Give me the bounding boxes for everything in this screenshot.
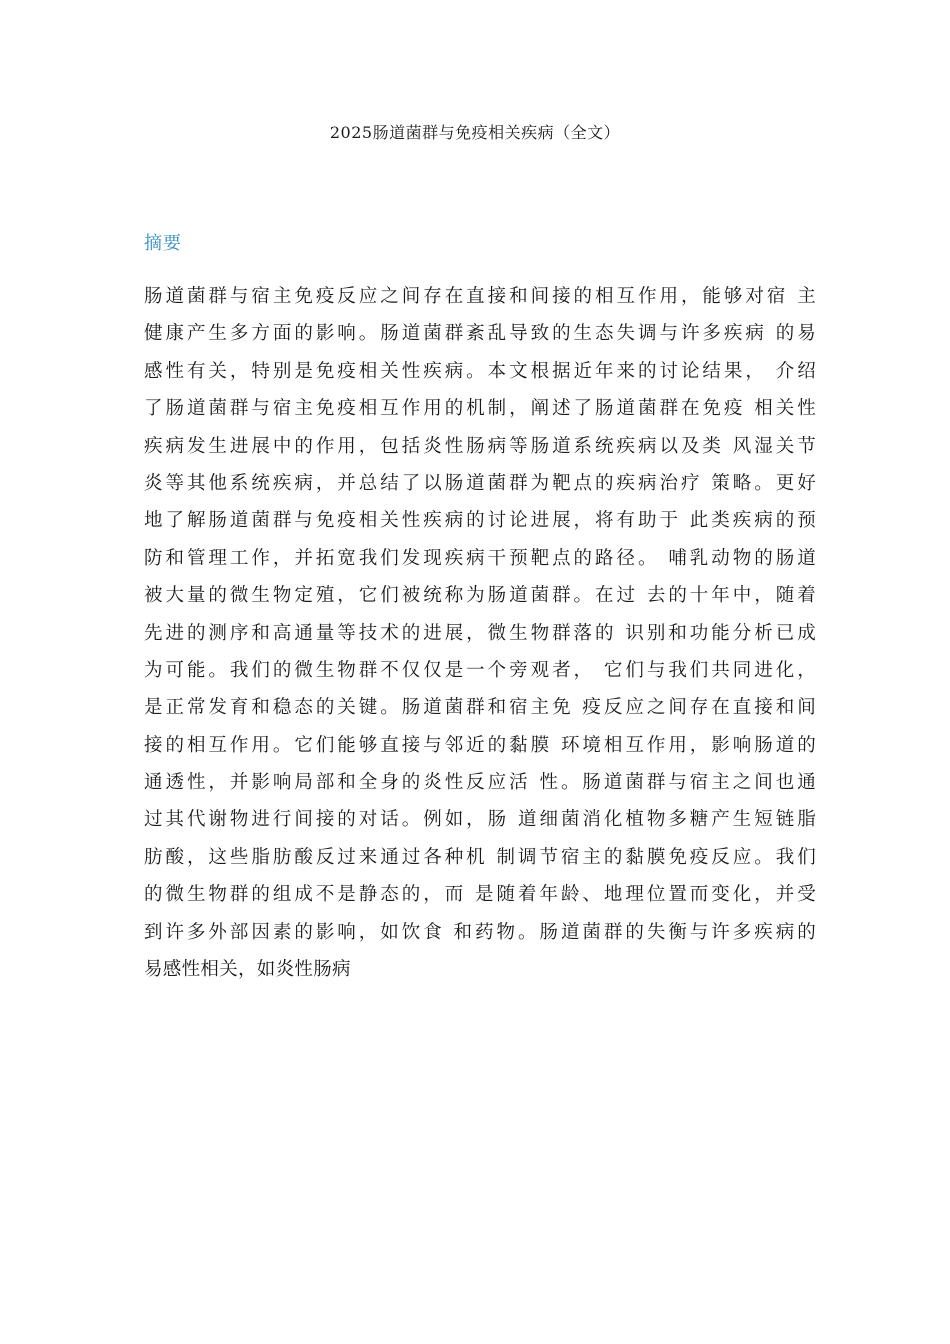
abstract-line: 健康产生多方面的影响。肠道菌群紊乱导致的生态失调与许多疾病 的易 bbox=[144, 323, 816, 345]
document-title: 2025肠道菌群与免疫相关疾病（全文） bbox=[329, 123, 621, 142]
abstract-line: 感性有关，特别是免疫相关性疾病。本文根据近年来的讨论结果， 介绍 bbox=[144, 360, 816, 382]
abstract-line: 过其代谢物进行间接的对话。例如，肠 道细菌消化植物多糖产生短链脂 bbox=[144, 809, 816, 831]
abstract-line: 是正常发育和稳态的关键。肠道菌群和宿主免 疫反应之间存在直接和间 bbox=[144, 697, 816, 719]
abstract-body bbox=[144, 278, 816, 988]
abstract-line: 被大量的微生物定殖，它们被统称为肠道菌群。在过 去的十年中，随着 bbox=[144, 585, 816, 607]
abstract-line: 到许多外部因素的影响，如饮食 和药物。肠道菌群的失衡与许多疾病的 bbox=[144, 921, 816, 943]
abstract-line: 先进的测序和高通量等技术的进展，微生物群落的 识别和功能分析已成 bbox=[144, 622, 816, 644]
abstract-line: 防和管理工作，并拓宽我们发现疾病干预靶点的路径。 哺乳动物的肠道 bbox=[144, 547, 816, 569]
abstract-line: 肪酸，这些脂肪酸反过来通过各种机 制调节宿主的黏膜免疫反应。我们 bbox=[144, 846, 816, 868]
abstract-line: 易感性相关，如炎性肠病 bbox=[144, 959, 351, 981]
abstract-line: 为可能。我们的微生物群不仅仅是一个旁观者， 它们与我们共同进化， bbox=[144, 659, 816, 681]
abstract-line: 接的相互作用。它们能够直接与邻近的黏膜 环境相互作用，影响肠道的 bbox=[144, 734, 816, 756]
abstract-heading: 摘要 bbox=[144, 233, 182, 254]
abstract-line: 炎等其他系统疾病，并总结了以肠道菌群为靶点的疾病治疗 策略。更好 bbox=[144, 472, 816, 494]
abstract-line: 疾病发生进展中的作用，包括炎性肠病等肠道系统疾病以及类 风湿关节 bbox=[144, 435, 816, 457]
abstract-line: 了肠道菌群与宿主免疫相互作用的机制，阐述了肠道菌群在免疫 相关性 bbox=[144, 398, 816, 420]
abstract-line: 的微生物群的组成不是静态的，而 是随着年龄、地理位置而变化，并受 bbox=[144, 884, 816, 906]
abstract-line: 肠道菌群与宿主免疫反应之间存在直接和间接的相互作用，能够对宿 主 bbox=[144, 286, 816, 307]
abstract-line: 通透性，并影响局部和全身的炎性反应活 性。肠道菌群与宿主之间也通 bbox=[144, 772, 816, 794]
abstract-line: 地了解肠道菌群与免疫相关性疾病的讨论进展，将有助于 此类疾病的预 bbox=[144, 510, 816, 532]
